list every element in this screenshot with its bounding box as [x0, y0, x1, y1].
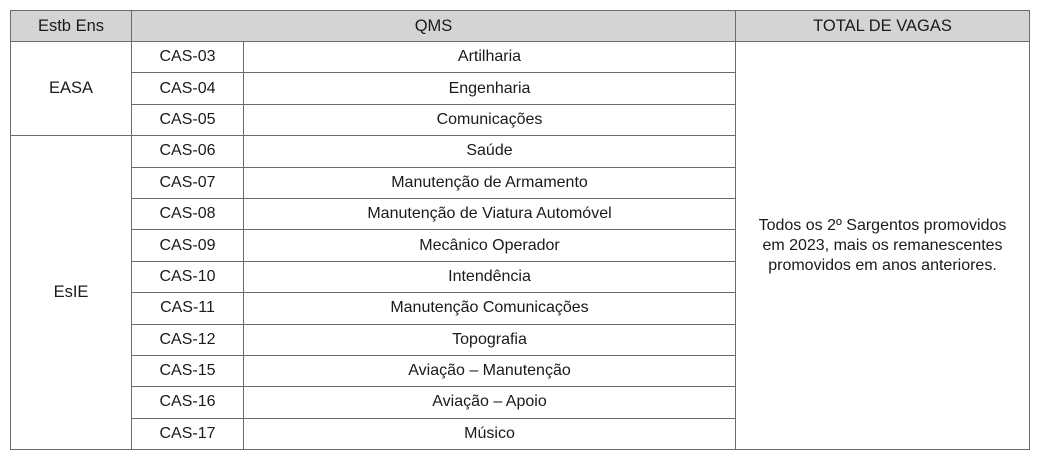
qms-cell: Aviação – Manutenção [244, 355, 736, 386]
code-cell: CAS-06 [132, 136, 244, 167]
qms-cell: Manutenção de Viatura Automóvel [244, 198, 736, 229]
total-vagas-cell [736, 42, 1030, 450]
header-qms: QMS [132, 11, 736, 42]
code-cell: CAS-11 [132, 293, 244, 324]
header-total-vagas: TOTAL DE VAGAS [736, 11, 1030, 42]
code-cell: CAS-07 [132, 167, 244, 198]
code-cell: CAS-16 [132, 387, 244, 418]
qms-cell: Mecânico Operador [244, 230, 736, 261]
qms-cell: Comunicações [244, 104, 736, 135]
code-cell: CAS-09 [132, 230, 244, 261]
table-body [11, 42, 1030, 450]
qms-cell: Artilharia [244, 42, 736, 73]
code-cell: CAS-05 [132, 104, 244, 135]
qms-cell: Intendência [244, 261, 736, 292]
code-cell: CAS-04 [132, 73, 244, 104]
qms-cell: Manutenção Comunicações [244, 293, 736, 324]
table-row [11, 42, 1030, 73]
qms-cell: Músico [244, 418, 736, 449]
code-cell: CAS-03 [132, 42, 244, 73]
code-cell: CAS-10 [132, 261, 244, 292]
code-cell: CAS-15 [132, 355, 244, 386]
qms-cell: Topografia [244, 324, 736, 355]
code-cell: CAS-17 [132, 418, 244, 449]
header-row [11, 11, 1030, 42]
qms-cell: Aviação – Apoio [244, 387, 736, 418]
qms-cell: Engenharia [244, 73, 736, 104]
estb-cell-easa: EASA [11, 42, 132, 136]
header-estb-ens: Estb Ens [11, 11, 132, 42]
vagas-table [10, 10, 1030, 450]
code-cell: CAS-12 [132, 324, 244, 355]
total-text-line: promovidos em anos anteriores. [768, 256, 997, 274]
total-text-line: Todos os 2º Sargentos promovidos [758, 216, 1007, 234]
code-cell: CAS-08 [132, 198, 244, 229]
total-text-line: em 2023, mais os remanescentes [762, 236, 1003, 254]
estb-cell-esie: EsIE [11, 136, 132, 450]
qms-cell: Saúde [244, 136, 736, 167]
table-header [11, 11, 1030, 42]
qms-cell: Manutenção de Armamento [244, 167, 736, 198]
